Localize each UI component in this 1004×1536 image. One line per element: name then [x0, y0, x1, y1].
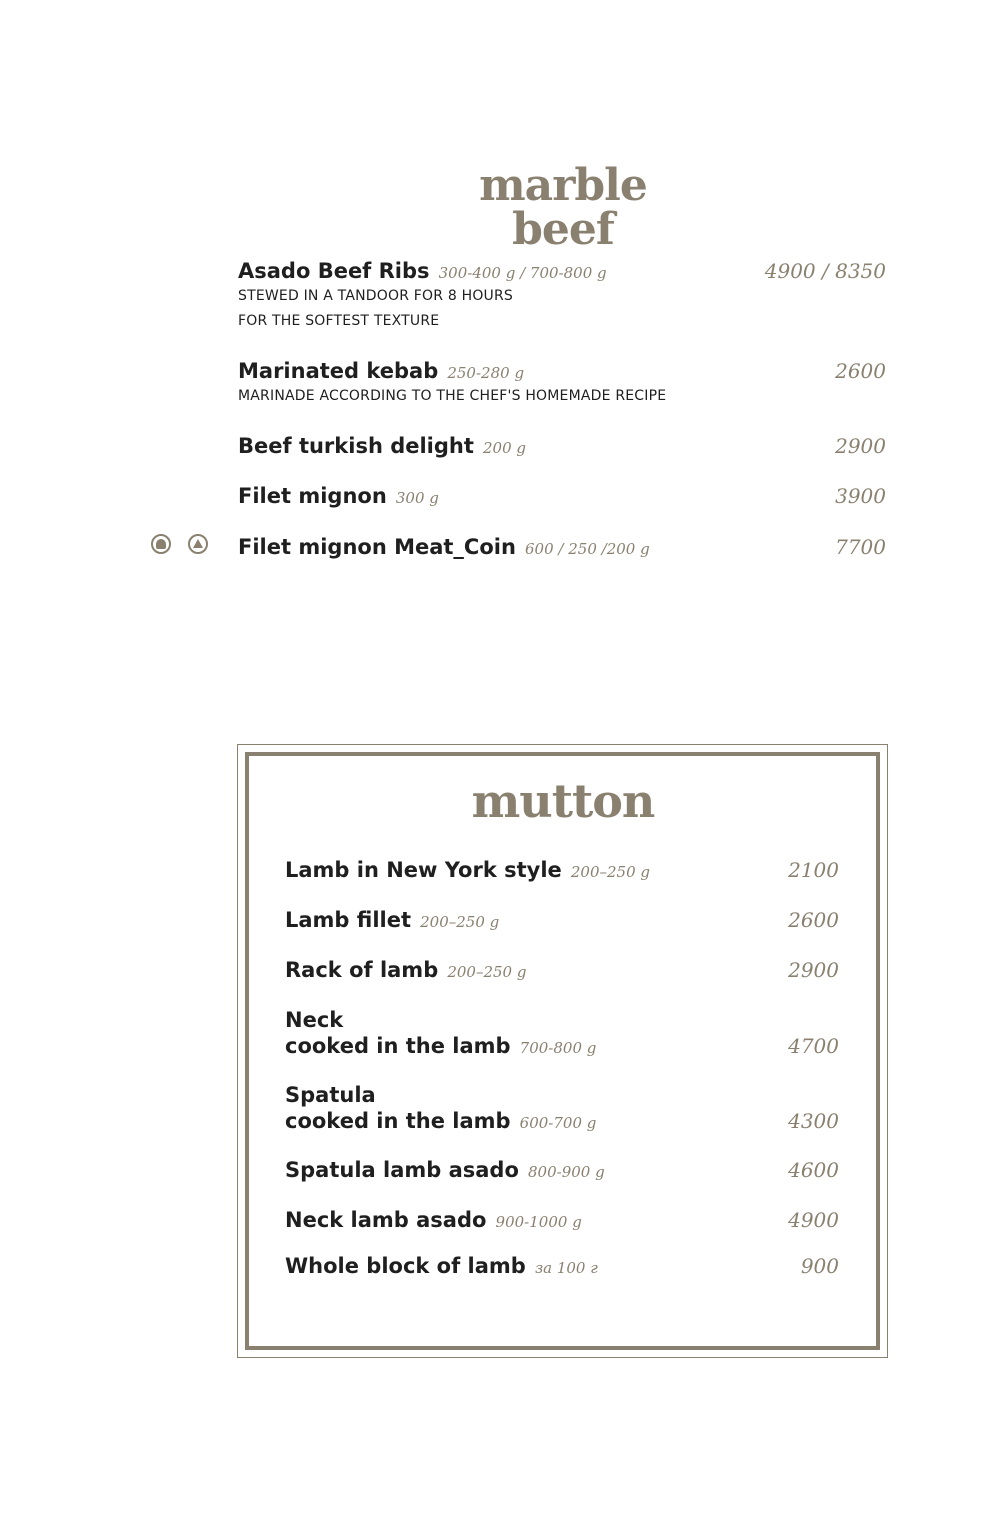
menu-item-beef-turkish-delight	[238, 433, 886, 459]
menu-item-marinated-kebab	[238, 358, 886, 409]
item-name: Asado Beef Ribs	[238, 259, 430, 283]
item-weight: 250-280 g	[447, 364, 525, 382]
item-price: 4300	[788, 1109, 839, 1133]
item-price: 4900 / 8350	[764, 259, 886, 283]
item-name: Lamb in New York style	[285, 858, 562, 882]
item-weight: 300-400 g / 700-800 g	[438, 264, 607, 282]
item-weight: 200–250 g	[570, 863, 651, 881]
item-name: Spatula lamb asado	[285, 1158, 519, 1182]
item-price: 4700	[788, 1034, 839, 1058]
item-name: Rack of lamb	[285, 958, 439, 982]
item-weight: 600-700 g	[519, 1114, 597, 1132]
item-price: 2600	[788, 908, 839, 932]
grill-icon	[188, 534, 208, 554]
item-description: STEWED IN A TANDOOR FOR 8 HOURS	[238, 288, 514, 304]
item-description: MARINADE ACCORDING TO THE CHEF'S HOMEMADE RECIPE	[238, 388, 667, 404]
item-name: Whole block of lamb	[285, 1254, 526, 1278]
item-weight: 900-1000 g	[495, 1213, 582, 1231]
menu-item-filet-mignon-meat-coin	[238, 534, 886, 560]
menu-item-spatula-lamb-asado	[285, 1157, 839, 1183]
section-title-marble-beef: marble beef	[479, 160, 647, 255]
item-name: cooked in the lamb	[285, 1109, 511, 1133]
item-price: 2100	[788, 858, 839, 882]
menu-item-spatula-cooked	[285, 1082, 839, 1134]
item-price: 2900	[835, 434, 886, 458]
item-weight: 700-800 g	[519, 1039, 597, 1057]
item-weight: за 100 г	[534, 1259, 598, 1277]
menu-item-lamb-fillet	[285, 907, 839, 933]
menu-item-neck-lamb-asado	[285, 1207, 839, 1233]
item-price: 4900	[788, 1208, 839, 1232]
item-name: cooked in the lamb	[285, 1034, 511, 1058]
item-name: Filet mignon	[238, 484, 387, 508]
menu-item-asado-beef-ribs	[238, 258, 886, 334]
item-price: 3900	[835, 484, 886, 508]
menu-item-neck-cooked	[285, 1007, 839, 1059]
item-description: FOR THE SOFTEST TEXTURE	[238, 313, 440, 329]
menu-item-filet-mignon	[238, 483, 886, 509]
item-price: 2900	[788, 958, 839, 982]
item-weight: 600 / 250 /200 g	[525, 540, 650, 558]
item-price: 4600	[788, 1158, 839, 1182]
menu-item-lamb-new-york	[285, 857, 839, 883]
item-badges	[151, 534, 213, 558]
section-title-mutton: mutton	[471, 774, 655, 828]
item-name: Marinated kebab	[238, 359, 439, 383]
item-weight: 300 g	[395, 489, 439, 507]
menu-item-whole-block-of-lamb	[285, 1253, 839, 1279]
chef-hat-icon	[151, 534, 171, 554]
item-weight: 200 g	[483, 439, 527, 457]
item-name: Lamb fillet	[285, 908, 412, 932]
item-price: 7700	[835, 535, 886, 559]
item-name: Beef turkish delight	[238, 434, 474, 458]
item-name-line1: Spatula	[285, 1083, 376, 1107]
item-weight: 200–250 g	[447, 963, 527, 981]
menu-item-rack-of-lamb	[285, 957, 839, 983]
item-name-line1: Neck	[285, 1008, 344, 1032]
item-name: Filet mignon Meat_Coin	[238, 535, 516, 559]
item-price: 2600	[835, 359, 886, 383]
item-name: Neck lamb asado	[285, 1208, 487, 1232]
item-price: 900	[800, 1254, 839, 1278]
item-weight: 200–250 g	[420, 913, 500, 931]
item-weight: 800-900 g	[528, 1163, 605, 1181]
